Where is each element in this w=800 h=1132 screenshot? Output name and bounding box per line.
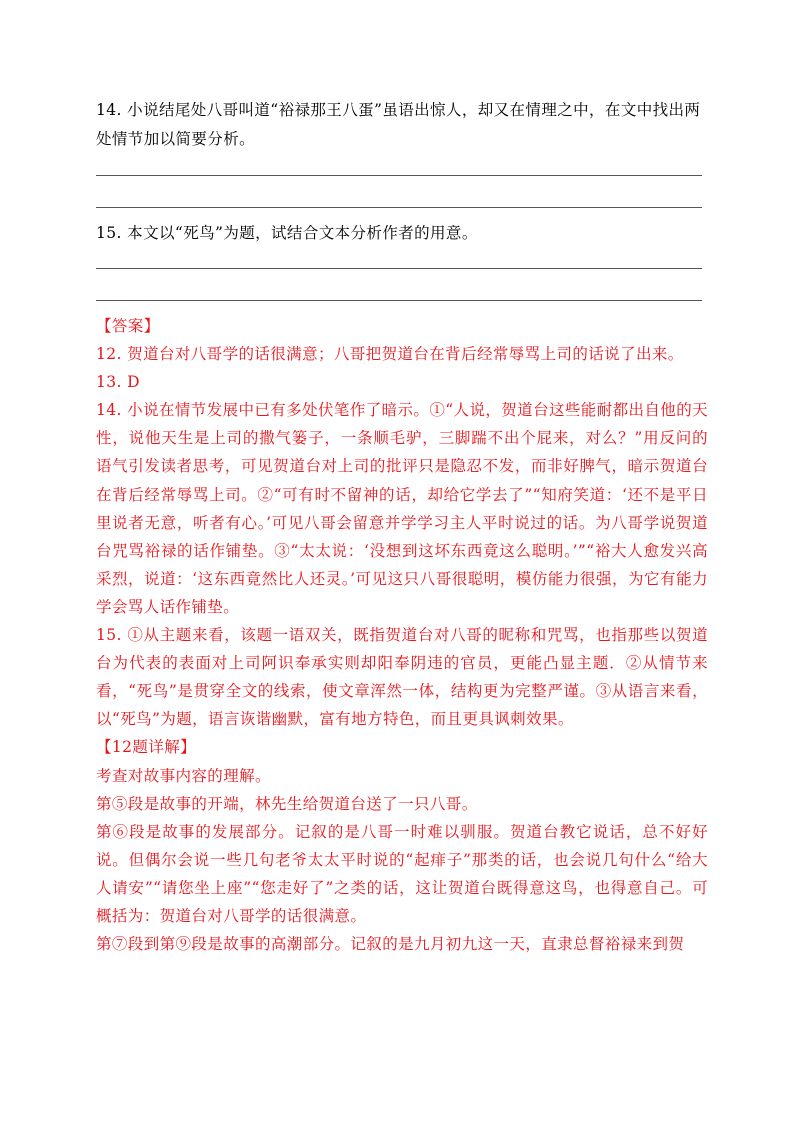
detail-line: 第⑤段是故事的开端，林先生给贺道台送了一只八哥。 — [96, 794, 478, 813]
answer-line — [96, 268, 702, 269]
answer-13: 13. D — [96, 373, 141, 392]
answer-section — [96, 312, 708, 958]
question-14: 14. 小说结尾处八哥叫道“裕禄那王八蛋”虽语出惊人，却又在情理之中，在文中找出两处情节加以简要分析。 — [96, 101, 701, 148]
answer-line — [96, 300, 702, 301]
detail-line: 第⑦段到第⑨段是故事的高潮部分。记叙的是九月初九这一天，直隶总督裕禄来到贺 — [96, 935, 685, 954]
detail-line: 第⑥段是故事的发展部分。记叙的是八哥一时难以驯服。贺道台教它说话，总不好好说。但偶尔会说一些几句老爷太太平时说的“起痱子”那类的话，也会说几句什么“给大人请安”“请您坐上座”“您走好了”之类的话，这让贺道台既得意这鸟，也得意自己。可概括为：贺道台对八哥学的话很满意。 — [96, 822, 708, 925]
answer-line — [96, 207, 702, 208]
detail-line: 考查对故事内容的理解。 — [96, 766, 271, 785]
question-15: 15. 本文以“死鸟”为题，试结合文本分析作者的用意。 — [96, 224, 478, 242]
answer-14: 14. 小说在情节发展中已有多处伏笔作了暗示。①“人说，贺道台这些能耐都出自他的天性，说他天生是上司的撒气篓子，一条顺毛驴，三脚踹不出个屁来，对么？”用反问的语气引发读者思考，可见贺道台对上司的批评只是隐忍不发，而非好脾气，暗示贺道台在背后经常辱骂上司。②“可有时不留神的话，却给它学去了”“知府笑道：‘还不是平日里说者无意，听者有心。’可见八哥会留意并学学习主人平时说过的话。为八哥学说贺道台咒骂裕禄的话作铺垫。③“太太说：‘没想到这坏东西竟这么聪明。’”“裕大人愈发兴高采烈，说道：‘这东西竟然比人还灵。’可见这只八哥很聪明，模仿能力很强，为它有能力学会骂人话作铺垫。 — [96, 401, 708, 616]
answer-heading: 【答案】 — [96, 317, 160, 335]
answer-line — [96, 175, 702, 176]
answer-15: 15. ①从主题来看，该题一语双关，既指贺道台对八哥的昵称和咒骂，也指那些以贺道台为代表的表面对上司阿识奉承实则却阳奉阴违的官员，更能凸显主题．②从情节来看，“死鸟”是贯穿全文的线索，使文章浑然一体，结构更为完整严谨。③从语言来看，以“死鸟”为题，语言诙谐幽默，富有地方特色，而且更具讽刺效果。 — [96, 626, 708, 729]
answer-12: 12. 贺道台对八哥学的话很满意；八哥把贺道台在背后经常辱骂上司的话说了出来。 — [96, 345, 684, 364]
detail-heading: 【12题详解】 — [96, 738, 197, 757]
